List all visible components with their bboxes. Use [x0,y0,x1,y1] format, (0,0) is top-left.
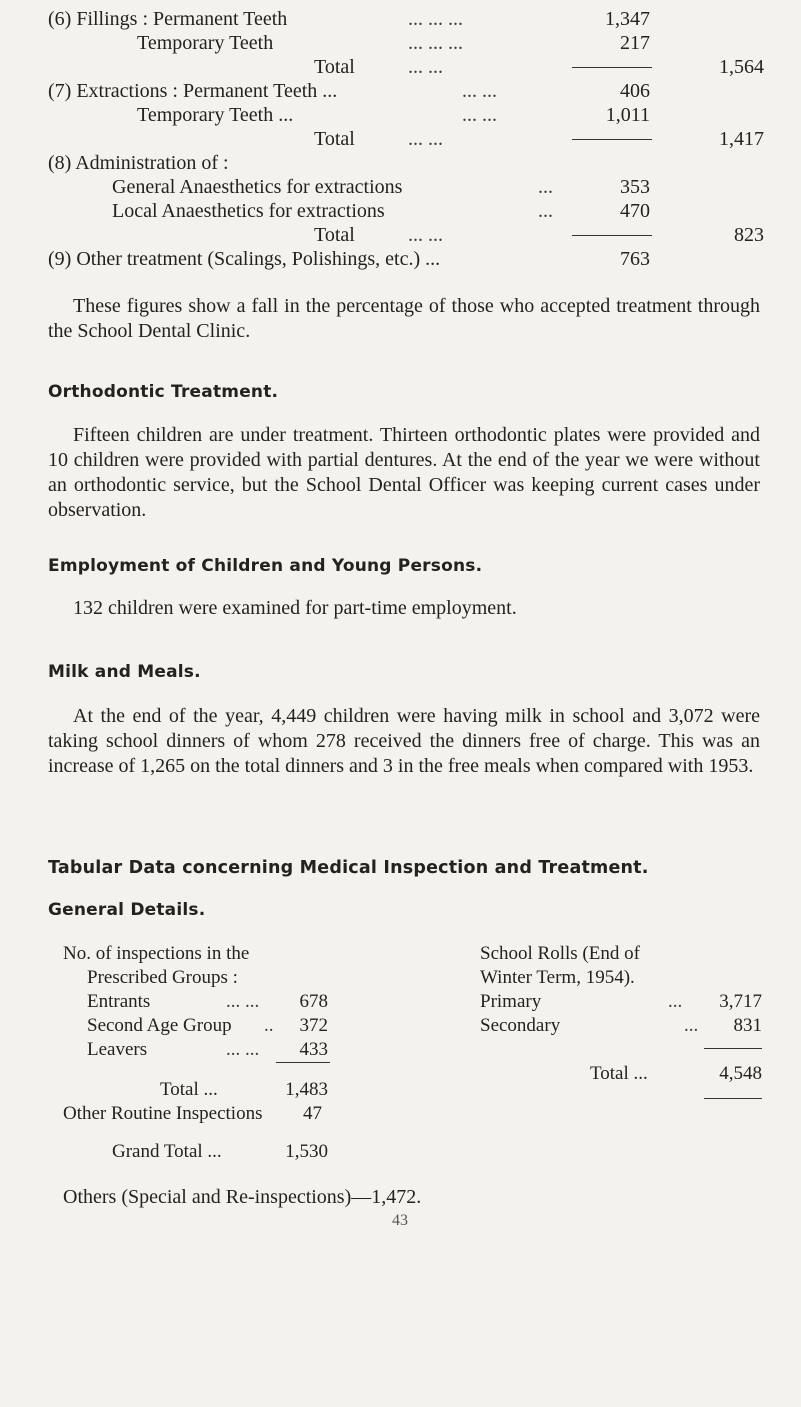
leavers-dots: ... ... [226,1039,260,1060]
fillings-temporary-label: Temporary Teeth [137,32,274,54]
primary-label: Primary [480,991,542,1012]
entrants-dots: ... ... [226,991,260,1012]
fillings-temporary-dots: ... ... ... [408,32,463,54]
fillings-total-rule [572,67,652,68]
page-number: 43 [392,1212,408,1229]
school-rolls-rule-top [704,1048,762,1049]
grand-total-label: Grand Total ... [112,1141,222,1162]
extractions-total-value: 1,417 [719,128,764,150]
employment-heading: Employment of Children and Young Persons. [48,556,483,576]
administration-total-label: Total [314,224,355,246]
general-details-heading: General Details. [48,900,206,920]
tabular-heading: Tabular Data concerning Medical Inspection and Treatment. [48,858,649,878]
leavers-value: 433 [299,1039,328,1060]
school-rolls-rule-bottom [704,1098,762,1099]
fillings-permanent-value: 1,347 [605,8,650,30]
fillings-total-value: 1,564 [719,56,764,78]
grand-total-value: 1,530 [285,1141,328,1162]
milk-heading: Milk and Meals. [48,662,201,682]
secondary-dots: ... [684,1015,699,1036]
inspections-total-rule [276,1062,330,1063]
fillings-temporary-value: 217 [620,32,650,54]
milk-paragraph-text: At the end of the year, 4,449 children were having milk in school and 3,072 were taking school dinners of whom 278 received the dinners free of charge. This was an increase of 1,265 on the total dinners and 3 in the free meals when compared with 1953. [48,705,760,777]
orthodontic-paragraph-text: Fifteen children are under treatment. Thirteen orthodontic plates were provided and 10 children were provided with partial dentures. At the end of the year we were without an orthodontic service, but the School Dental Officer was keeping current cases under observation. [48,424,760,521]
extractions-temporary-dots: ... ... [462,104,497,126]
orthodontic-heading: Orthodontic Treatment. [48,382,279,402]
secondary-label: Secondary [480,1015,561,1036]
inspections-title-line1: No. of inspections in the [63,943,250,964]
orthodontic-paragraph [48,423,760,523]
general-anaesthetics-value: 353 [620,176,650,198]
milk-paragraph [48,704,760,779]
other-treatment-value: 763 [620,248,650,270]
fillings-label: (6) Fillings : Permanent Teeth [48,8,288,30]
fall-paragraph [48,294,760,344]
extractions-temporary-label: Temporary Teeth ... [137,104,294,126]
other-routine-inspections-value: 47 [303,1103,322,1124]
inspections-total-value: 1,483 [285,1079,328,1100]
general-anaesthetics-dots: ... [538,176,553,198]
fillings-dots: ... ... ... [408,8,463,30]
local-anaesthetics-value: 470 [620,200,650,222]
school-rolls-total-value: 4,548 [719,1063,762,1084]
second-age-group-label: Second Age Group [87,1015,232,1036]
extractions-dots: ... ... [462,80,497,102]
general-anaesthetics-label: General Anaesthetics for extractions [112,176,403,198]
entrants-label: Entrants [87,991,151,1012]
inspections-total-label: Total ... [160,1079,218,1100]
secondary-value: 831 [733,1015,762,1036]
inspections-title-line2: Prescribed Groups : [87,967,238,988]
fillings-total-dots: ... ... [408,56,443,78]
extractions-label: (7) Extractions : Permanent Teeth ... [48,80,338,102]
extractions-total-label: Total [314,128,355,150]
extractions-temporary-value: 1,011 [605,104,650,126]
fall-paragraph-text: These figures show a fall in the percentage of those who accepted treatment through the School Dental Clinic. [48,295,760,342]
second-age-group-dots: .. [264,1015,274,1036]
school-rolls-title-line1: School Rolls (End of [480,943,640,964]
other-routine-inspections-label: Other Routine Inspections [63,1103,263,1124]
primary-dots: ... [668,991,683,1012]
school-rolls-total-label: Total ... [590,1063,648,1084]
entrants-value: 678 [299,991,328,1012]
extractions-total-dots: ... ... [408,128,443,150]
extractions-total-rule [572,139,652,140]
local-anaesthetics-label: Local Anaesthetics for extractions [112,200,385,222]
extractions-permanent-value: 406 [620,80,650,102]
local-anaesthetics-dots: ... [538,200,553,222]
administration-total-value: 823 [734,224,764,246]
employment-paragraph [48,596,760,621]
second-age-group-value: 372 [299,1015,328,1036]
leavers-label: Leavers [87,1039,148,1060]
school-rolls-title-line2: Winter Term, 1954). [480,967,635,988]
employment-paragraph-text: 132 children were examined for part-time employment. [73,597,517,619]
other-treatment-label: (9) Other treatment (Scalings, Polishings, etc.) ... [48,248,441,270]
primary-value: 3,717 [719,991,762,1012]
others-special-reinspections: Others (Special and Re-inspections)—1,472. [63,1186,422,1208]
administration-total-rule [572,235,652,236]
fillings-total-label: Total [314,56,355,78]
administration-label: (8) Administration of : [48,152,229,174]
administration-total-dots: ... ... [408,224,443,246]
